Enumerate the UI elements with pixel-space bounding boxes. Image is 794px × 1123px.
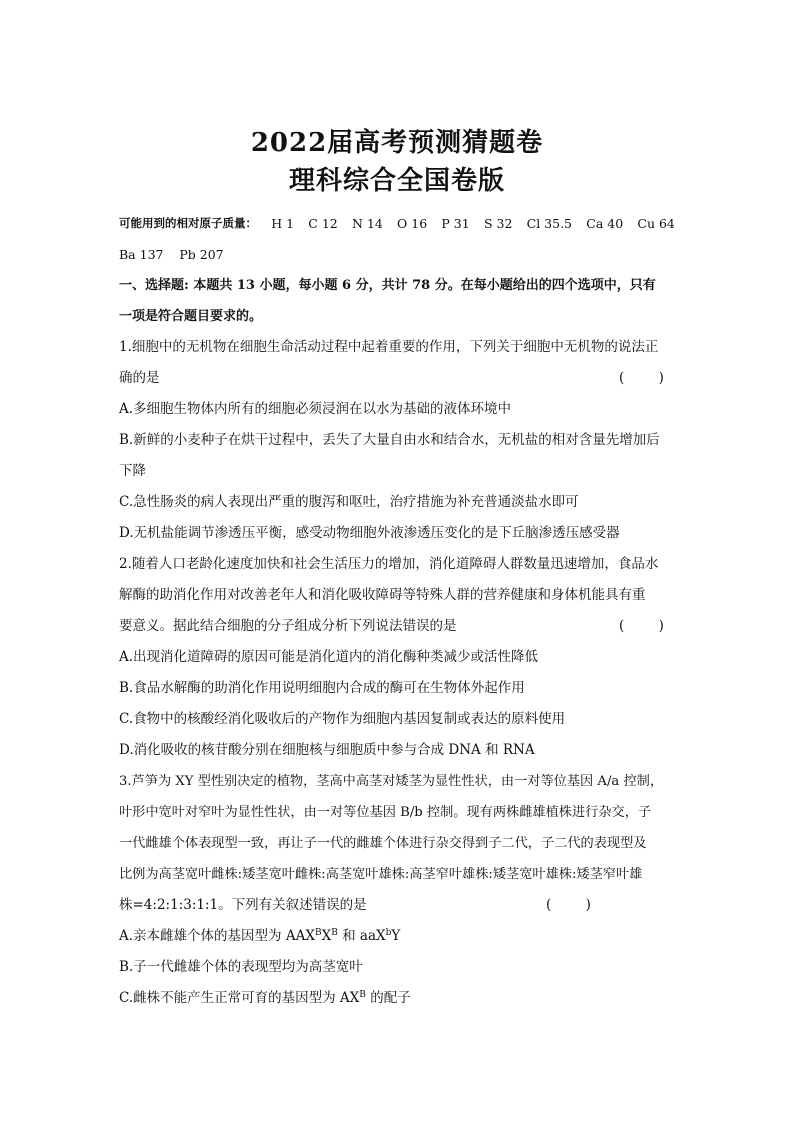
section-heading-cont: 一项是符合题目要求的。 (119, 309, 263, 324)
question-1-option-b-cont: 下降 (119, 463, 146, 479)
atomic-mass-item: P 31 (441, 216, 470, 231)
question-3-option-b: B.子一代雌雄个体的表现型均为高茎宽叶 (119, 959, 363, 975)
question-1-stem: 1.细胞中的无机物在细胞生命活动过程中起着重要的作用，下列关于细胞中无机物的说法正 (119, 339, 659, 355)
atomic-mass-line (119, 208, 675, 239)
answer-parentheses: ( ) (619, 370, 664, 386)
question-2-option-d: D.消化吸收的核苷酸分别在细胞核与细胞质中参与合成 DNA 和 RNA (119, 742, 535, 758)
atomic-mass-item: Cu 64 (637, 216, 675, 231)
superscript: B (359, 990, 366, 1000)
atomic-mass-item: S 32 (483, 216, 513, 231)
question-1-option-b: B.新鲜的小麦种子在烘干过程中，丢失了大量自由水和结合水，无机盐的相对含量先增加后 (119, 432, 660, 448)
question-2-option-c: C.食物中的核酸经消化吸收后的产物作为细胞内基因复制或表达的原料使用 (119, 711, 566, 727)
atomic-mass-item: Cl 35.5 (526, 216, 573, 231)
question-1-stem-text: 确的是 (119, 370, 160, 386)
question-1-option-c: C.急性肠炎的病人表现出严重的腹泻和呕吐，治疗措施为补充普通淡盐水即可 (119, 494, 579, 510)
option-a-text: 和 aaX (337, 928, 386, 944)
option-a-text: Y (391, 928, 401, 944)
question-3-stem-cont: 叶形中宽叶对窄叶为显性性状，由一对等位基因 B/b 控制。现有两株雌雄植株进行杂交，子 (119, 805, 652, 820)
atomic-mass-label: 可能用到的相对原子质量： (119, 216, 257, 230)
question-1-option-d: D.无机盐能调节渗透压平衡，感受动物细胞外液渗透压变化的是下丘脑渗透压感受器 (119, 525, 620, 541)
question-3-stem-cont-4 (119, 890, 675, 921)
question-2-stem-cont-2 (119, 611, 675, 642)
superscript: B (331, 928, 338, 938)
question-3-stem-cont-2: 一代雌雄个体表现型一致，再让子一代的雌雄个体进行杂交得到子二代，子二代的表现型及 (119, 836, 647, 851)
question-2-option-a: A.出现消化道障碍的原因可能是消化道内的消化酶种类减少或活性降低 (119, 649, 539, 665)
exam-page (119, 124, 675, 1014)
option-a-text: A.亲本雌雄个体的基因型为 AAX (119, 928, 315, 944)
option-c-text: 的配子 (365, 990, 411, 1006)
atomic-mass-item: N 14 (351, 216, 383, 231)
atomic-mass-item: H 1 (271, 216, 295, 231)
superscript: b (385, 928, 392, 938)
exam-subtitle: 理科综合全国卷版 (288, 166, 505, 196)
atomic-mass-item: C 12 (308, 216, 338, 231)
question-3-stem-cont-3: 比例为高茎宽叶雌株:矮茎宽叶雌株:高茎宽叶雄株:高茎窄叶雄株:矮茎宽叶雄株:矮茎窄叶雄 (119, 867, 643, 882)
question-3-stem: 3.芦笋为 XY 型性别决定的植物，茎高中高茎对矮茎为显性性状，由一对等位基因 A/a 控制， (119, 774, 664, 789)
question-2-option-b: B.食品水解酶的助消化作用说明细胞内合成的酶可在生物体外起作用 (119, 680, 525, 696)
question-3-option-c (119, 983, 675, 1014)
option-c-text: C.雌株不能产生正常可育的基因型为 AX (119, 990, 360, 1006)
question-1-option-a: A.多细胞生物体内所有的细胞必须浸润在以水为基础的液体环境中 (119, 401, 512, 417)
answer-parentheses: ( ) (619, 618, 664, 634)
atomic-mass-item: O 16 (397, 216, 428, 231)
question-2-stem: 2.随着人口老龄化速度加快和社会生活压力的增加，消化道障碍人群数量迅速增加，食品水 (119, 556, 659, 572)
question-2-stem-cont: 解酶的助消化作用对改善老年人和消化吸收障碍等特殊人群的营养健康和身体机能具有重 (119, 587, 646, 603)
answer-parentheses: ( ) (546, 897, 591, 913)
question-3-stem-text: 株=4:2:1:3:1:1。下列有关叙述错误的是 (119, 897, 367, 913)
atomic-mass-item: Ca 40 (586, 216, 624, 231)
superscript: B (314, 928, 322, 938)
section-heading: 一、选择题: 本题共 13 小题，每小题 6 分，共计 78 分。在每小题给出的四个选项中，只有 (119, 278, 656, 293)
option-a-text: X (321, 928, 332, 944)
question-1-stem-cont (119, 363, 675, 394)
atomic-mass-line-2: Ba 137 Pb 207 (119, 247, 224, 262)
question-2-stem-text: 要意义。据此结合细胞的分子组成分析下列说法错误的是 (119, 618, 457, 634)
exam-title: 2022届高考预测猜题卷 (250, 128, 544, 158)
question-3-option-a (119, 921, 675, 952)
